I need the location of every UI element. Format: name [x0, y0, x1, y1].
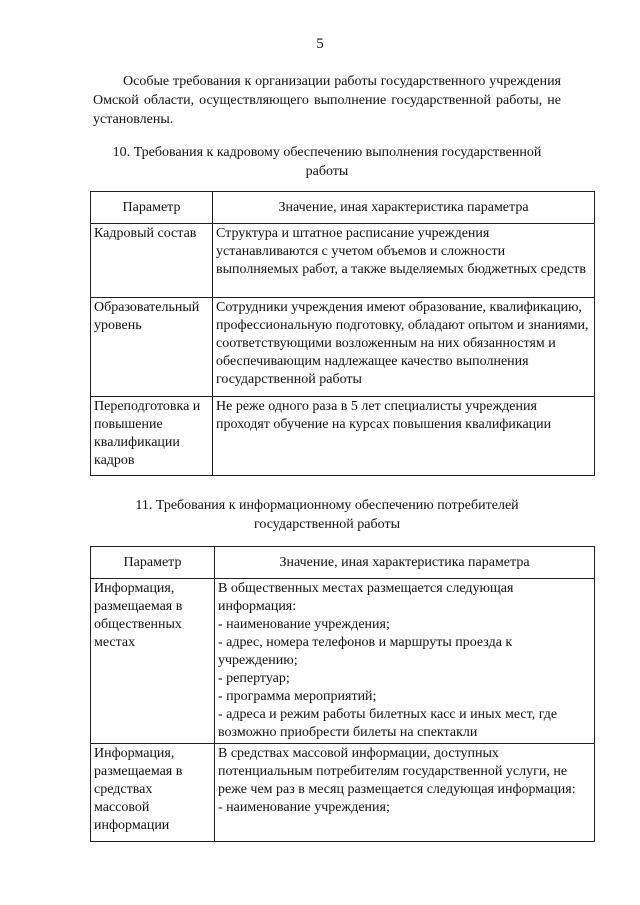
table-row	[91, 224, 595, 298]
header-value: Значение, иная характеристика параметра	[215, 547, 595, 579]
row-parameter: Образовательный уровень	[91, 298, 213, 397]
row-parameter: Переподготовка и повышение квалификации кадров	[91, 397, 213, 476]
section-11-heading: 11. Требования к информационному обеспечению потребителей государственной работы	[135, 498, 519, 532]
row-parameter: Информация, размещаемая в общественных местах	[91, 579, 215, 744]
table-row	[91, 298, 595, 397]
row-parameter: Информация, размещаемая в средствах массовой информации	[91, 744, 215, 842]
row-parameter: Кадровый состав	[91, 224, 213, 298]
table-header-row	[91, 192, 595, 224]
table-row	[91, 397, 595, 476]
table-row	[91, 744, 595, 842]
row-value: В средствах массовой информации, доступных потенциальным потребителям государственной услуги, не реже чем раз в месяц размещается следующая информация: - наименование учреждения;	[215, 744, 595, 842]
table-header-row	[91, 547, 595, 579]
intro-paragraph: Особые требования к организации работы государственного учреждения Омской области, осуществляющего выполнение государственной работы, не установлены.	[93, 74, 561, 127]
row-value: Структура и штатное расписание учреждения устанавливаются с учетом объемов и сложности выполняемых работ, а также выделяемых бюджетных средств	[213, 224, 595, 298]
information-requirements-table	[90, 546, 595, 842]
header-value: Значение, иная характеристика параметра	[213, 192, 595, 224]
table-row	[91, 579, 595, 744]
section-10-heading: 10. Требования к кадровому обеспечению выполнения государственной работы	[112, 145, 542, 179]
staffing-requirements-table	[90, 191, 595, 476]
row-value: Сотрудники учреждения имеют образование, квалификацию, профессиональную подготовку, обладают опытом и знаниями, соответствующими возложенным на них обязанностям и обеспечивающим надлежащее качество выполнения государственной работы	[213, 298, 595, 397]
row-value: Не реже одного раза в 5 лет специалисты учреждения проходят обучение на курсах повышения квалификации	[213, 397, 595, 476]
row-value: В общественных местах размещается следующая информация: - наименование учреждения; - адрес, номера телефонов и маршруты проезда к учреждению; - репертуар; - программа мероприятий; - адреса и режим работы билетных касс и иных мест, где возможно приобрести билеты на спектакли	[215, 579, 595, 744]
header-parameter: Параметр	[91, 192, 213, 224]
header-parameter: Параметр	[91, 547, 215, 579]
page-number: 5	[316, 36, 324, 52]
